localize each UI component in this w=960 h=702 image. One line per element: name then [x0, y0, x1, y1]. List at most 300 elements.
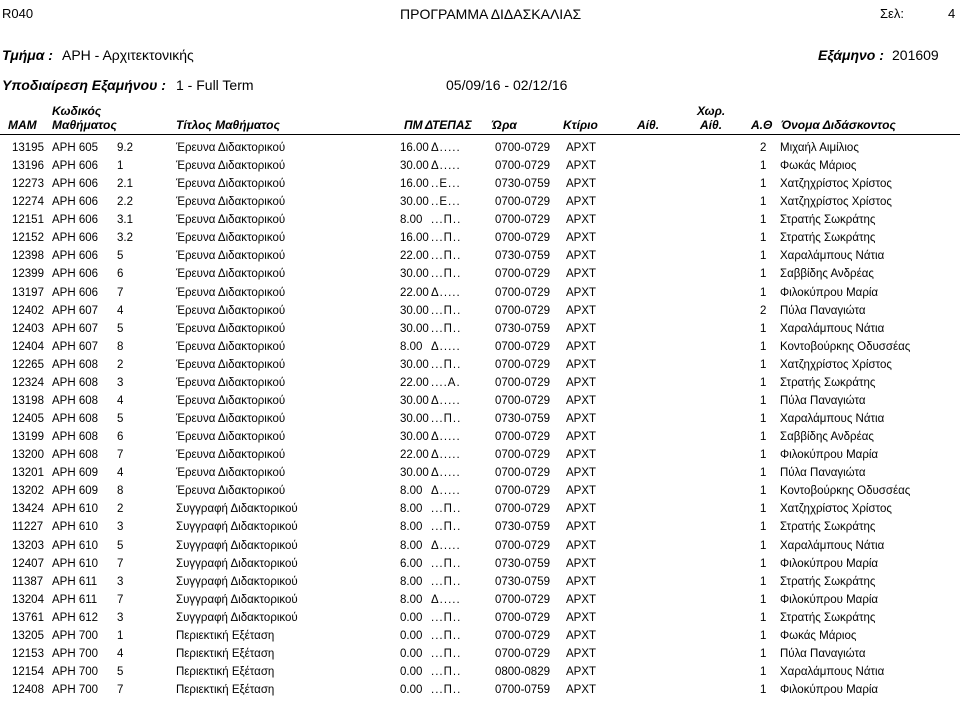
cell-pm: 0.00 [400, 647, 423, 660]
table-row [0, 250, 960, 268]
cell-pm: 22.00 [400, 286, 429, 299]
col-title: Τίτλος Μαθήματος [176, 118, 280, 132]
cell-course-title: Έρευνα Διδακτορικού [176, 394, 286, 407]
cell-time: 0700-0729 [495, 214, 550, 227]
cell-pm: 16.00 [400, 232, 429, 245]
cell-time: 0700-0729 [495, 358, 550, 371]
cell-pm: 8.00 [400, 593, 423, 606]
cell-capacity: 1 [760, 611, 767, 624]
cell-course-code: ΑΡΗ 700 [52, 666, 99, 679]
table-row [0, 431, 960, 449]
cell-building: ΑΡΧΤ [566, 286, 597, 299]
cell-mam: 12265 [12, 358, 44, 371]
cell-time: 0730-0759 [495, 575, 550, 588]
cell-subsection: 2 [117, 503, 124, 516]
cell-time: 0700-0729 [495, 232, 550, 245]
cell-capacity: 1 [760, 232, 767, 245]
cell-course-code: ΑΡΗ 606 [52, 232, 99, 245]
cell-course-code: ΑΡΗ 610 [52, 503, 99, 516]
cell-mam: 13202 [12, 485, 44, 498]
cell-building: ΑΡΧΤ [566, 196, 597, 209]
cell-days: ....Α. [431, 376, 461, 389]
cell-subsection: 2.1 [117, 178, 133, 191]
cell-subsection: 1 [117, 629, 124, 642]
cell-mam: 13198 [12, 394, 44, 407]
cell-course-code: ΑΡΗ 608 [52, 394, 99, 407]
cell-subsection: 7 [117, 593, 124, 606]
cell-course-title: Έρευνα Διδακτορικού [176, 485, 286, 498]
report-code: R040 [2, 6, 34, 21]
cell-subsection: 4 [117, 304, 124, 317]
cell-pm: 0.00 [400, 684, 423, 697]
table-row [0, 467, 960, 485]
cell-building: ΑΡΧΤ [566, 304, 597, 317]
semester-label: Εξάμηνο : [818, 47, 884, 63]
cell-time: 0700-0729 [495, 160, 550, 173]
cell-subsection: 2.2 [117, 196, 133, 209]
cell-course-code: ΑΡΗ 610 [52, 521, 99, 534]
col-section: Α.Θ [751, 118, 773, 132]
cell-pm: 22.00 [400, 376, 429, 389]
cell-pm: 8.00 [400, 575, 423, 588]
cell-capacity: 1 [760, 647, 767, 660]
cell-instructor: Χαραλάμπους Νάτια [780, 322, 885, 335]
cell-course-code: ΑΡΗ 610 [52, 557, 99, 570]
cell-subsection: 5 [117, 322, 124, 335]
cell-building: ΑΡΧΤ [566, 376, 597, 389]
cell-capacity: 1 [760, 268, 767, 281]
cell-days: ...Π.. [431, 629, 462, 642]
cell-mam: 13197 [12, 286, 44, 299]
cell-course-title: Περιεκτική Εξέταση [176, 647, 275, 660]
cell-instructor: Πύλα Παναγιώτα [780, 304, 866, 317]
cell-days: Δ..... [431, 449, 461, 462]
cell-course-code: ΑΡΗ 700 [52, 629, 99, 642]
cell-course-title: Συγγραφή Διδακτορικού [176, 539, 298, 552]
cell-time: 0730-0759 [495, 322, 550, 335]
cell-time: 0700-0729 [495, 304, 550, 317]
cell-subsection: 3 [117, 575, 124, 588]
table-row [0, 503, 960, 521]
cell-capacity: 1 [760, 250, 767, 263]
cell-pm: 30.00 [400, 358, 429, 371]
cell-days: Δ..... [431, 286, 461, 299]
cell-mam: 12399 [12, 268, 44, 281]
cell-days: ...Π.. [431, 232, 462, 245]
cell-days: Δ..... [431, 539, 461, 552]
cell-building: ΑΡΧΤ [566, 521, 597, 534]
cell-instructor: Φιλοκύπρου Μαρία [780, 557, 879, 570]
cell-instructor: Χαραλάμπους Νάτια [780, 250, 885, 263]
cell-instructor: Χατζηχρίστος Χρίστος [780, 178, 892, 191]
table-row [0, 558, 960, 576]
cell-pm: 30.00 [400, 268, 429, 281]
cell-subsection: 2 [117, 358, 124, 371]
cell-time: 0700-0729 [495, 539, 550, 552]
cell-mam: 12407 [12, 557, 44, 570]
cell-subsection: 8 [117, 340, 124, 353]
table-row [0, 142, 960, 160]
cell-days: ...Π.. [431, 214, 462, 227]
cell-capacity: 1 [760, 376, 767, 389]
cell-course-code: ΑΡΗ 611 [52, 593, 98, 606]
cell-mam: 12404 [12, 340, 44, 353]
cell-days: ...Π.. [431, 304, 462, 317]
cell-course-code: ΑΡΗ 606 [52, 268, 99, 281]
cell-time: 0700-0729 [495, 503, 550, 516]
cell-days: ...Π.. [431, 503, 462, 516]
cell-course-code: ΑΡΗ 605 [52, 142, 99, 154]
cell-pm: 30.00 [400, 467, 429, 480]
cell-capacity: 2 [760, 142, 767, 154]
cell-instructor: Φιλοκύπρου Μαρία [780, 593, 879, 606]
cell-capacity: 1 [760, 214, 767, 227]
cell-course-title: Συγγραφή Διδακτορικού [176, 521, 298, 534]
cell-instructor: Στρατής Σωκράτης [780, 611, 876, 624]
cell-capacity: 1 [760, 413, 767, 426]
cell-time: 0700-0759 [495, 684, 550, 697]
cell-course-title: Έρευνα Διδακτορικού [176, 214, 286, 227]
table-row [0, 232, 960, 250]
table-row [0, 612, 960, 630]
cell-mam: 12398 [12, 250, 44, 263]
cell-pm: 0.00 [400, 629, 423, 642]
cell-pm: 30.00 [400, 304, 429, 317]
cell-course-title: Έρευνα Διδακτορικού [176, 196, 286, 209]
cell-course-code: ΑΡΗ 611 [52, 575, 98, 588]
cell-subsection: 4 [117, 647, 124, 660]
cell-mam: 13761 [12, 611, 44, 624]
cell-course-code: ΑΡΗ 606 [52, 196, 99, 209]
cell-course-title: Έρευνα Διδακτορικού [176, 322, 286, 335]
cell-instructor: Πύλα Παναγιώτα [780, 467, 866, 480]
cell-days: ...Π.. [431, 666, 462, 679]
cell-days: Δ..... [431, 394, 461, 407]
table-row [0, 630, 960, 648]
table-row [0, 648, 960, 666]
cell-time: 0730-0759 [495, 413, 550, 426]
cell-subsection: 6 [117, 268, 124, 281]
cell-subsection: 8 [117, 485, 124, 498]
table-row [0, 684, 960, 702]
cell-subsection: 5 [117, 413, 124, 426]
cell-building: ΑΡΧΤ [566, 684, 597, 697]
cell-course-title: Έρευνα Διδακτορικού [176, 286, 286, 299]
cell-mam: 11227 [12, 521, 44, 534]
cell-time: 0700-0729 [495, 647, 550, 660]
table-row [0, 178, 960, 196]
department-label: Τμήμα : [2, 47, 53, 63]
cell-mam: 12402 [12, 304, 44, 317]
cell-pm: 30.00 [400, 160, 429, 173]
cell-course-code: ΑΡΗ 610 [52, 539, 99, 552]
cell-course-title: Έρευνα Διδακτορικού [176, 250, 286, 263]
col-room: Αίθ. [637, 118, 660, 132]
cell-pm: 16.00 [400, 142, 429, 154]
cell-building: ΑΡΧΤ [566, 142, 597, 154]
page-number: 4 [948, 6, 956, 21]
cell-time: 0700-0729 [495, 485, 550, 498]
cell-pm: 8.00 [400, 340, 423, 353]
cell-time: 0730-0759 [495, 250, 550, 263]
cell-capacity: 1 [760, 431, 767, 444]
cell-days: ...Π.. [431, 250, 462, 263]
col-instructor: Όνομα Διδάσκοντος [781, 118, 896, 132]
cell-capacity: 1 [760, 394, 767, 407]
cell-course-title: Έρευνα Διδακτορικού [176, 304, 286, 317]
cell-mam: 12274 [12, 196, 44, 209]
cell-time: 0730-0759 [495, 178, 550, 191]
cell-time: 0730-0759 [495, 557, 550, 570]
cell-mam: 13424 [12, 503, 44, 516]
col-code-line1: Κωδικός [52, 104, 102, 118]
cell-course-code: ΑΡΗ 607 [52, 322, 99, 335]
cell-mam: 13200 [12, 449, 44, 462]
cell-instructor: Κοντοβούρκης Οδυσσέας [780, 485, 911, 498]
col-pm: ΠΜ [404, 118, 423, 132]
cell-building: ΑΡΧΤ [566, 232, 597, 245]
cell-building: ΑΡΧΤ [566, 503, 597, 516]
cell-pm: 30.00 [400, 322, 429, 335]
cell-course-title: Έρευνα Διδακτορικού [176, 142, 286, 154]
cell-pm: 30.00 [400, 431, 429, 444]
cell-days: ..Ε... [431, 178, 461, 191]
cell-subsection: 4 [117, 394, 124, 407]
cell-time: 0700-0729 [495, 340, 550, 353]
cell-course-code: ΑΡΗ 607 [52, 304, 99, 317]
cell-mam: 12151 [12, 214, 44, 227]
table-row [0, 395, 960, 413]
cell-days: ...Π.. [431, 268, 462, 281]
cell-building: ΑΡΧΤ [566, 322, 597, 335]
cell-course-title: Έρευνα Διδακτορικού [176, 413, 286, 426]
cell-building: ΑΡΧΤ [566, 467, 597, 480]
cell-pm: 8.00 [400, 485, 423, 498]
cell-building: ΑΡΧΤ [566, 557, 597, 570]
cell-course-title: Συγγραφή Διδακτορικού [176, 503, 298, 516]
table-row [0, 287, 960, 305]
cell-building: ΑΡΧΤ [566, 629, 597, 642]
subdivision-label: Υποδιαίρεση Εξαμήνου : [2, 77, 166, 93]
header-divider [0, 134, 960, 135]
cell-subsection: 3 [117, 521, 124, 534]
report-title: ΠΡΟΓΡΑΜΜΑ ΔΙΔΑΣΚΑΛΙΑΣ [400, 6, 582, 22]
cell-building: ΑΡΧΤ [566, 431, 597, 444]
cell-days: Δ..... [431, 467, 461, 480]
cell-course-code: ΑΡΗ 606 [52, 160, 99, 173]
cell-course-code: ΑΡΗ 607 [52, 340, 99, 353]
cell-building: ΑΡΧΤ [566, 413, 597, 426]
col-time: Ώρα [492, 118, 517, 132]
cell-time: 0800-0829 [495, 666, 550, 679]
cell-capacity: 1 [760, 340, 767, 353]
cell-time: 0700-0729 [495, 268, 550, 281]
cell-subsection: 1 [117, 160, 124, 173]
cell-course-title: Έρευνα Διδακτορικού [176, 449, 286, 462]
table-row [0, 323, 960, 341]
cell-instructor: Σαββίδης Ανδρέας [780, 268, 874, 281]
table-row [0, 594, 960, 612]
cell-subsection: 5 [117, 250, 124, 263]
cell-mam: 13205 [12, 629, 44, 642]
cell-course-code: ΑΡΗ 606 [52, 178, 99, 191]
cell-capacity: 1 [760, 196, 767, 209]
cell-course-code: ΑΡΗ 612 [52, 611, 99, 624]
table-row [0, 413, 960, 431]
cell-building: ΑΡΧΤ [566, 178, 597, 191]
cell-course-code: ΑΡΗ 606 [52, 214, 99, 227]
cell-pm: 30.00 [400, 413, 429, 426]
cell-building: ΑΡΧΤ [566, 268, 597, 281]
cell-building: ΑΡΧΤ [566, 340, 597, 353]
cell-days: ..Ε... [431, 196, 461, 209]
cell-course-code: ΑΡΗ 608 [52, 376, 99, 389]
cell-time: 0730-0759 [495, 521, 550, 534]
cell-capacity: 1 [760, 575, 767, 588]
cell-pm: 8.00 [400, 503, 423, 516]
cell-days: Δ..... [431, 593, 461, 606]
cell-days: Δ..... [431, 340, 461, 353]
cell-capacity: 1 [760, 467, 767, 480]
cell-mam: 12405 [12, 413, 44, 426]
cell-instructor: Πύλα Παναγιώτα [780, 394, 866, 407]
cell-course-title: Περιεκτική Εξέταση [176, 684, 275, 697]
cell-course-code: ΑΡΗ 606 [52, 250, 99, 263]
cell-course-title: Περιεκτική Εξέταση [176, 666, 275, 679]
cell-mam: 12403 [12, 322, 44, 335]
cell-course-title: Συγγραφή Διδακτορικού [176, 611, 298, 624]
cell-time: 0700-0729 [495, 394, 550, 407]
cell-capacity: 1 [760, 286, 767, 299]
cell-capacity: 1 [760, 557, 767, 570]
cell-time: 0700-0729 [495, 629, 550, 642]
cell-subsection: 7 [117, 557, 124, 570]
cell-instructor: Φιλοκύπρου Μαρία [780, 286, 879, 299]
cell-instructor: Μιχαήλ Αιμίλιος [780, 142, 859, 154]
cell-instructor: Φωκάς Μάριος [780, 160, 857, 173]
cell-days: ...Π.. [431, 611, 462, 624]
table-row [0, 521, 960, 539]
cell-instructor: Στρατής Σωκράτης [780, 575, 876, 588]
cell-capacity: 1 [760, 449, 767, 462]
cell-subsection: 9.2 [117, 142, 133, 154]
cell-mam: 12153 [12, 647, 44, 660]
page-label: Σελ: [880, 6, 904, 21]
cell-course-code: ΑΡΗ 608 [52, 358, 99, 371]
cell-time: 0700-0729 [495, 449, 550, 462]
cell-course-title: Έρευνα Διδακτορικού [176, 358, 286, 371]
table-row [0, 214, 960, 232]
cell-days: ...Π.. [431, 575, 462, 588]
cell-mam: 13196 [12, 160, 44, 173]
table-row [0, 540, 960, 558]
cell-course-code: ΑΡΗ 608 [52, 431, 99, 444]
cell-subsection: 5 [117, 666, 124, 679]
cell-course-code: ΑΡΗ 700 [52, 647, 99, 660]
cell-instructor: Χατζηχρίστος Χρίστος [780, 196, 892, 209]
cell-time: 0700-0729 [495, 142, 550, 154]
cell-days: ...Π.. [431, 647, 462, 660]
table-row [0, 305, 960, 323]
cell-instructor: Κοντοβούρκης Οδυσσέας [780, 340, 911, 353]
cell-course-title: Έρευνα Διδακτορικού [176, 340, 286, 353]
cell-instructor: Φιλοκύπρου Μαρία [780, 684, 879, 697]
cell-time: 0700-0729 [495, 376, 550, 389]
cell-course-code: ΑΡΗ 608 [52, 449, 99, 462]
cell-building: ΑΡΧΤ [566, 647, 597, 660]
cell-course-title: Έρευνα Διδακτορικού [176, 178, 286, 191]
date-range: 05/09/16 - 02/12/16 [446, 77, 568, 93]
cell-capacity: 1 [760, 521, 767, 534]
cell-subsection: 7 [117, 286, 124, 299]
table-row [0, 576, 960, 594]
cell-time: 0700-0729 [495, 593, 550, 606]
cell-mam: 13195 [12, 142, 44, 154]
cell-time: 0700-0729 [495, 611, 550, 624]
department-value: ΑΡΗ - Αρχιτεκτονικής [62, 47, 194, 63]
table-row [0, 160, 960, 178]
cell-instructor: Στρατής Σωκράτης [780, 376, 876, 389]
cell-pm: 8.00 [400, 214, 423, 227]
cell-days: ...Π.. [431, 557, 462, 570]
subdivision-value: 1 - Full Term [176, 77, 254, 93]
cell-time: 0700-0729 [495, 196, 550, 209]
cell-days: Δ..... [431, 431, 461, 444]
cell-time: 0700-0729 [495, 431, 550, 444]
cell-mam: 12273 [12, 178, 44, 191]
cell-mam: 13203 [12, 539, 44, 552]
cell-capacity: 1 [760, 160, 767, 173]
cell-pm: 30.00 [400, 196, 429, 209]
table-row [0, 196, 960, 214]
cell-mam: 12152 [12, 232, 44, 245]
cell-subsection: 6 [117, 431, 124, 444]
cell-subsection: 7 [117, 684, 124, 697]
cell-mam: 12154 [12, 666, 44, 679]
cell-course-code: ΑΡΗ 609 [52, 467, 99, 480]
cell-pm: 0.00 [400, 666, 423, 679]
col-days: ΔΤΕΠΑΣ [425, 118, 472, 132]
cell-instructor: Στρατής Σωκράτης [780, 521, 876, 534]
cell-capacity: 1 [760, 593, 767, 606]
cell-days: ...Π.. [431, 358, 462, 371]
cell-building: ΑΡΧΤ [566, 666, 597, 679]
cell-instructor: Πύλα Παναγιώτα [780, 647, 866, 660]
cell-days: ...Π.. [431, 521, 462, 534]
cell-building: ΑΡΧΤ [566, 214, 597, 227]
cell-instructor: Χαραλάμπους Νάτια [780, 539, 885, 552]
cell-subsection: 3 [117, 611, 124, 624]
cell-subsection: 4 [117, 467, 124, 480]
cell-instructor: Χατζηχρίστος Χρίστος [780, 503, 892, 516]
cell-instructor: Στρατής Σωκράτης [780, 232, 876, 245]
cell-subsection: 3.2 [117, 232, 133, 245]
cell-pm: 30.00 [400, 394, 429, 407]
col-building: Κτίριο [563, 118, 598, 132]
cell-course-title: Έρευνα Διδακτορικού [176, 160, 286, 173]
cell-mam: 12324 [12, 376, 44, 389]
cell-days: Δ..... [431, 160, 461, 173]
semester-value: 201609 [892, 47, 939, 63]
cell-time: 0700-0729 [495, 467, 550, 480]
cell-instructor: Στρατής Σωκράτης [780, 214, 876, 227]
table-row [0, 341, 960, 359]
cell-building: ΑΡΧΤ [566, 611, 597, 624]
cell-course-code: ΑΡΗ 608 [52, 413, 99, 426]
cell-pm: 8.00 [400, 521, 423, 534]
col-capacity-line2: Αίθ. [700, 118, 723, 132]
table-row [0, 377, 960, 395]
